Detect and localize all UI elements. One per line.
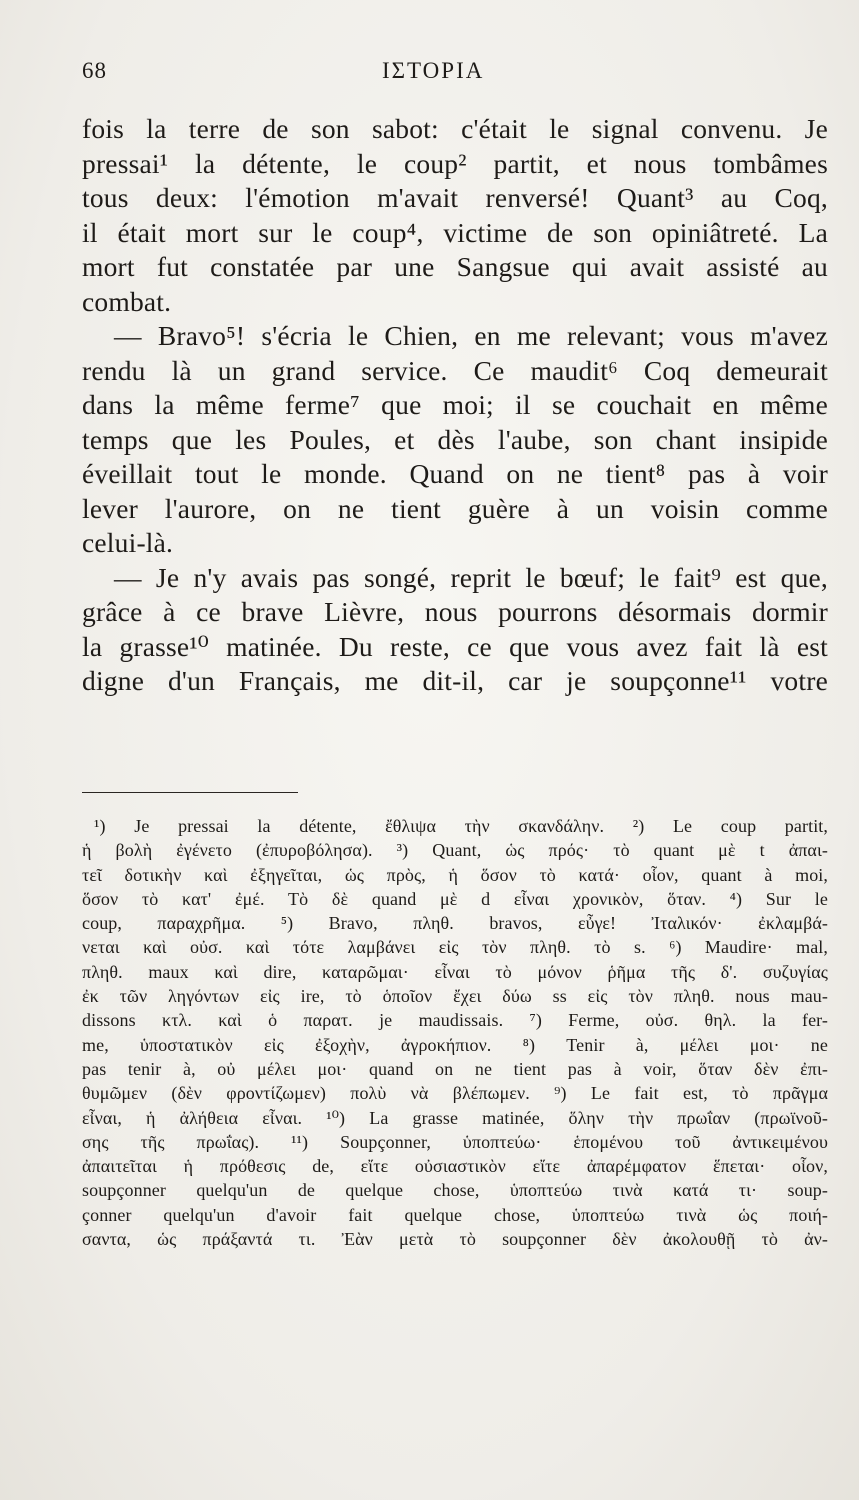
page-number: 68 [82, 58, 107, 83]
body-line: — Je n'y avais pas songé, reprit le bœuf; le fait⁹ est que, [114, 561, 828, 593]
footnote-separator-rule [82, 792, 298, 793]
body-line: pressai¹ la détente, le coup² partit, et nous tombâmes [82, 147, 828, 179]
footnote-line: ¹) Je pressai la détente, ἔθλιψα τὴν σκανδάλην. ²) Le coup partit, [94, 816, 828, 836]
body-line: il était mort sur le coup⁴, victime de son opiniâtreté. La [82, 216, 828, 248]
body-line: celui-là. [82, 527, 174, 558]
footnote-line: σαντα, ὡς πράξαντά τι. Ἐὰν μετὰ τὸ soupçonner δὲν ἀκολουθῇ τὸ ἀν- [82, 1229, 828, 1250]
body-line: — Bravo⁵! s'écria le Chien, en me relevant; vous m'avez [114, 320, 828, 351]
body-text [82, 112, 828, 699]
footnote-line: me, ὑποστατικὸν εἰς ἐξοχὴν, ἀγροκήπιον. ⁸) Tenir à, μέλει μοι· ne [82, 1034, 828, 1055]
footnote-line: ἀπαιτεῖται ἡ πρόθεσις de, εἴτε οὐσιαστικὸν εἴτε ἀπαρέμφατον ἕπεται· οἷον, [82, 1156, 828, 1177]
footnote-line: θυμῶμεν (δὲν φροντίζωμεν) πολὺ νὰ βλέπωμεν. ⁹) Le fait est, τὸ πρᾶγμα [82, 1083, 828, 1104]
footnote-line: σης τῆς πρωΐας). ¹¹) Soupçonner, ὑποπτεύω· ἑπομένου τοῦ ἀντικειμένου [82, 1131, 828, 1152]
footnote-line: εἶναι, ἡ ἀλήθεια εἶναι. ¹⁰) La grasse matinée, ὅλην τὴν πρωΐαν (πρωϊνοῦ- [82, 1107, 828, 1128]
body-line: digne d'un Français, me dit-il, car je soupçonne¹¹ votre [82, 665, 828, 696]
footnote-line: ἐκ τῶν ληγόντων εἰς ire, τὸ ὁποῖον ἔχει δύω ss εἰς τὸν πληθ. nous mau- [82, 986, 828, 1007]
running-title: ΙΣΤΟΡΙΑ [382, 58, 485, 83]
body-line: temps que les Poules, et dès l'aube, son chant insipide [82, 423, 828, 455]
footnote-line: ὅσον τὸ κατ' ἐμέ. Τὸ δὲ quand μὲ d εἶναι χρονικὸν, ὅταν. ⁴) Sur le [82, 888, 828, 909]
body-line: dans la même ferme⁷ que moi; il se couchait en même [82, 389, 828, 420]
body-line: combat. [82, 285, 172, 317]
page-header [82, 58, 828, 94]
body-line: mort fut constatée par une Sangsue qui avait assisté au [82, 251, 828, 282]
footnote-line: ἡ βολὴ ἐγένετο (ἐπυροβόλησα). ³) Quant, ὡς πρός· τὸ quant μὲ t ἀπαι- [82, 840, 828, 861]
footnote-line: coup, παραχρῆμα. ⁵) Bravo, πληθ. bravos, εὖγε! Ἰταλικόν· ἐκλαμβά- [82, 913, 828, 934]
body-line: la grasse¹⁰ matinée. Du reste, ce que vous avez fait là est [82, 630, 828, 662]
footnote-line: pas tenir à, οὐ μέλει μοι· quand on ne tient pas à voir, ὅταν δὲν ἐπι- [82, 1058, 828, 1079]
body-line: fois la terre de son sabot: c'était le signal convenu. Je [82, 113, 828, 144]
footnote-line: soupçonner quelqu'un de quelque chose, ὑποπτεύω τινὰ κατά τι· soup- [82, 1180, 828, 1201]
body-line: grâce à ce brave Lièvre, nous pourrons désormais dormir [82, 596, 828, 627]
footnote-line: dissons κτλ. καὶ ὁ παρατ. je maudissais. ⁷) Ferme, οὐσ. θηλ. la fer- [82, 1010, 828, 1031]
footnote-line: τεῖ δοτικὴν καὶ ἐξηγεῖται, ὡς πρὸς, ἡ ὅσον τὸ κατά· οἷον, quant à moi, [82, 864, 828, 885]
footnote-line: çonner quelqu'un d'avoir fait quelque chose, ὑποπτεύω τινὰ ὡς ποιή- [82, 1204, 828, 1225]
body-line: éveillait tout le monde. Quand on ne tient⁸ pas à voir [82, 458, 828, 489]
footnotes [82, 814, 828, 1251]
footnote-line: νεται καὶ οὐσ. καὶ τότε λαμβάνει εἰς τὸν πληθ. τὸ s. ⁶) Maudire· mal, [82, 937, 828, 958]
body-line: rendu là un grand service. Ce maudit⁶ Coq demeurait [82, 354, 828, 386]
body-line: lever l'aurore, on ne tient guère à un voisin comme [82, 492, 828, 524]
body-line: tous deux: l'émotion m'avait renversé! Quant³ au Coq, [82, 182, 828, 213]
footnote-line: πληθ. maux καὶ dire, καταρῶμαι· εἶναι τὸ μόνον ῥῆμα τῆς δ'. συζυγίας [82, 961, 828, 982]
